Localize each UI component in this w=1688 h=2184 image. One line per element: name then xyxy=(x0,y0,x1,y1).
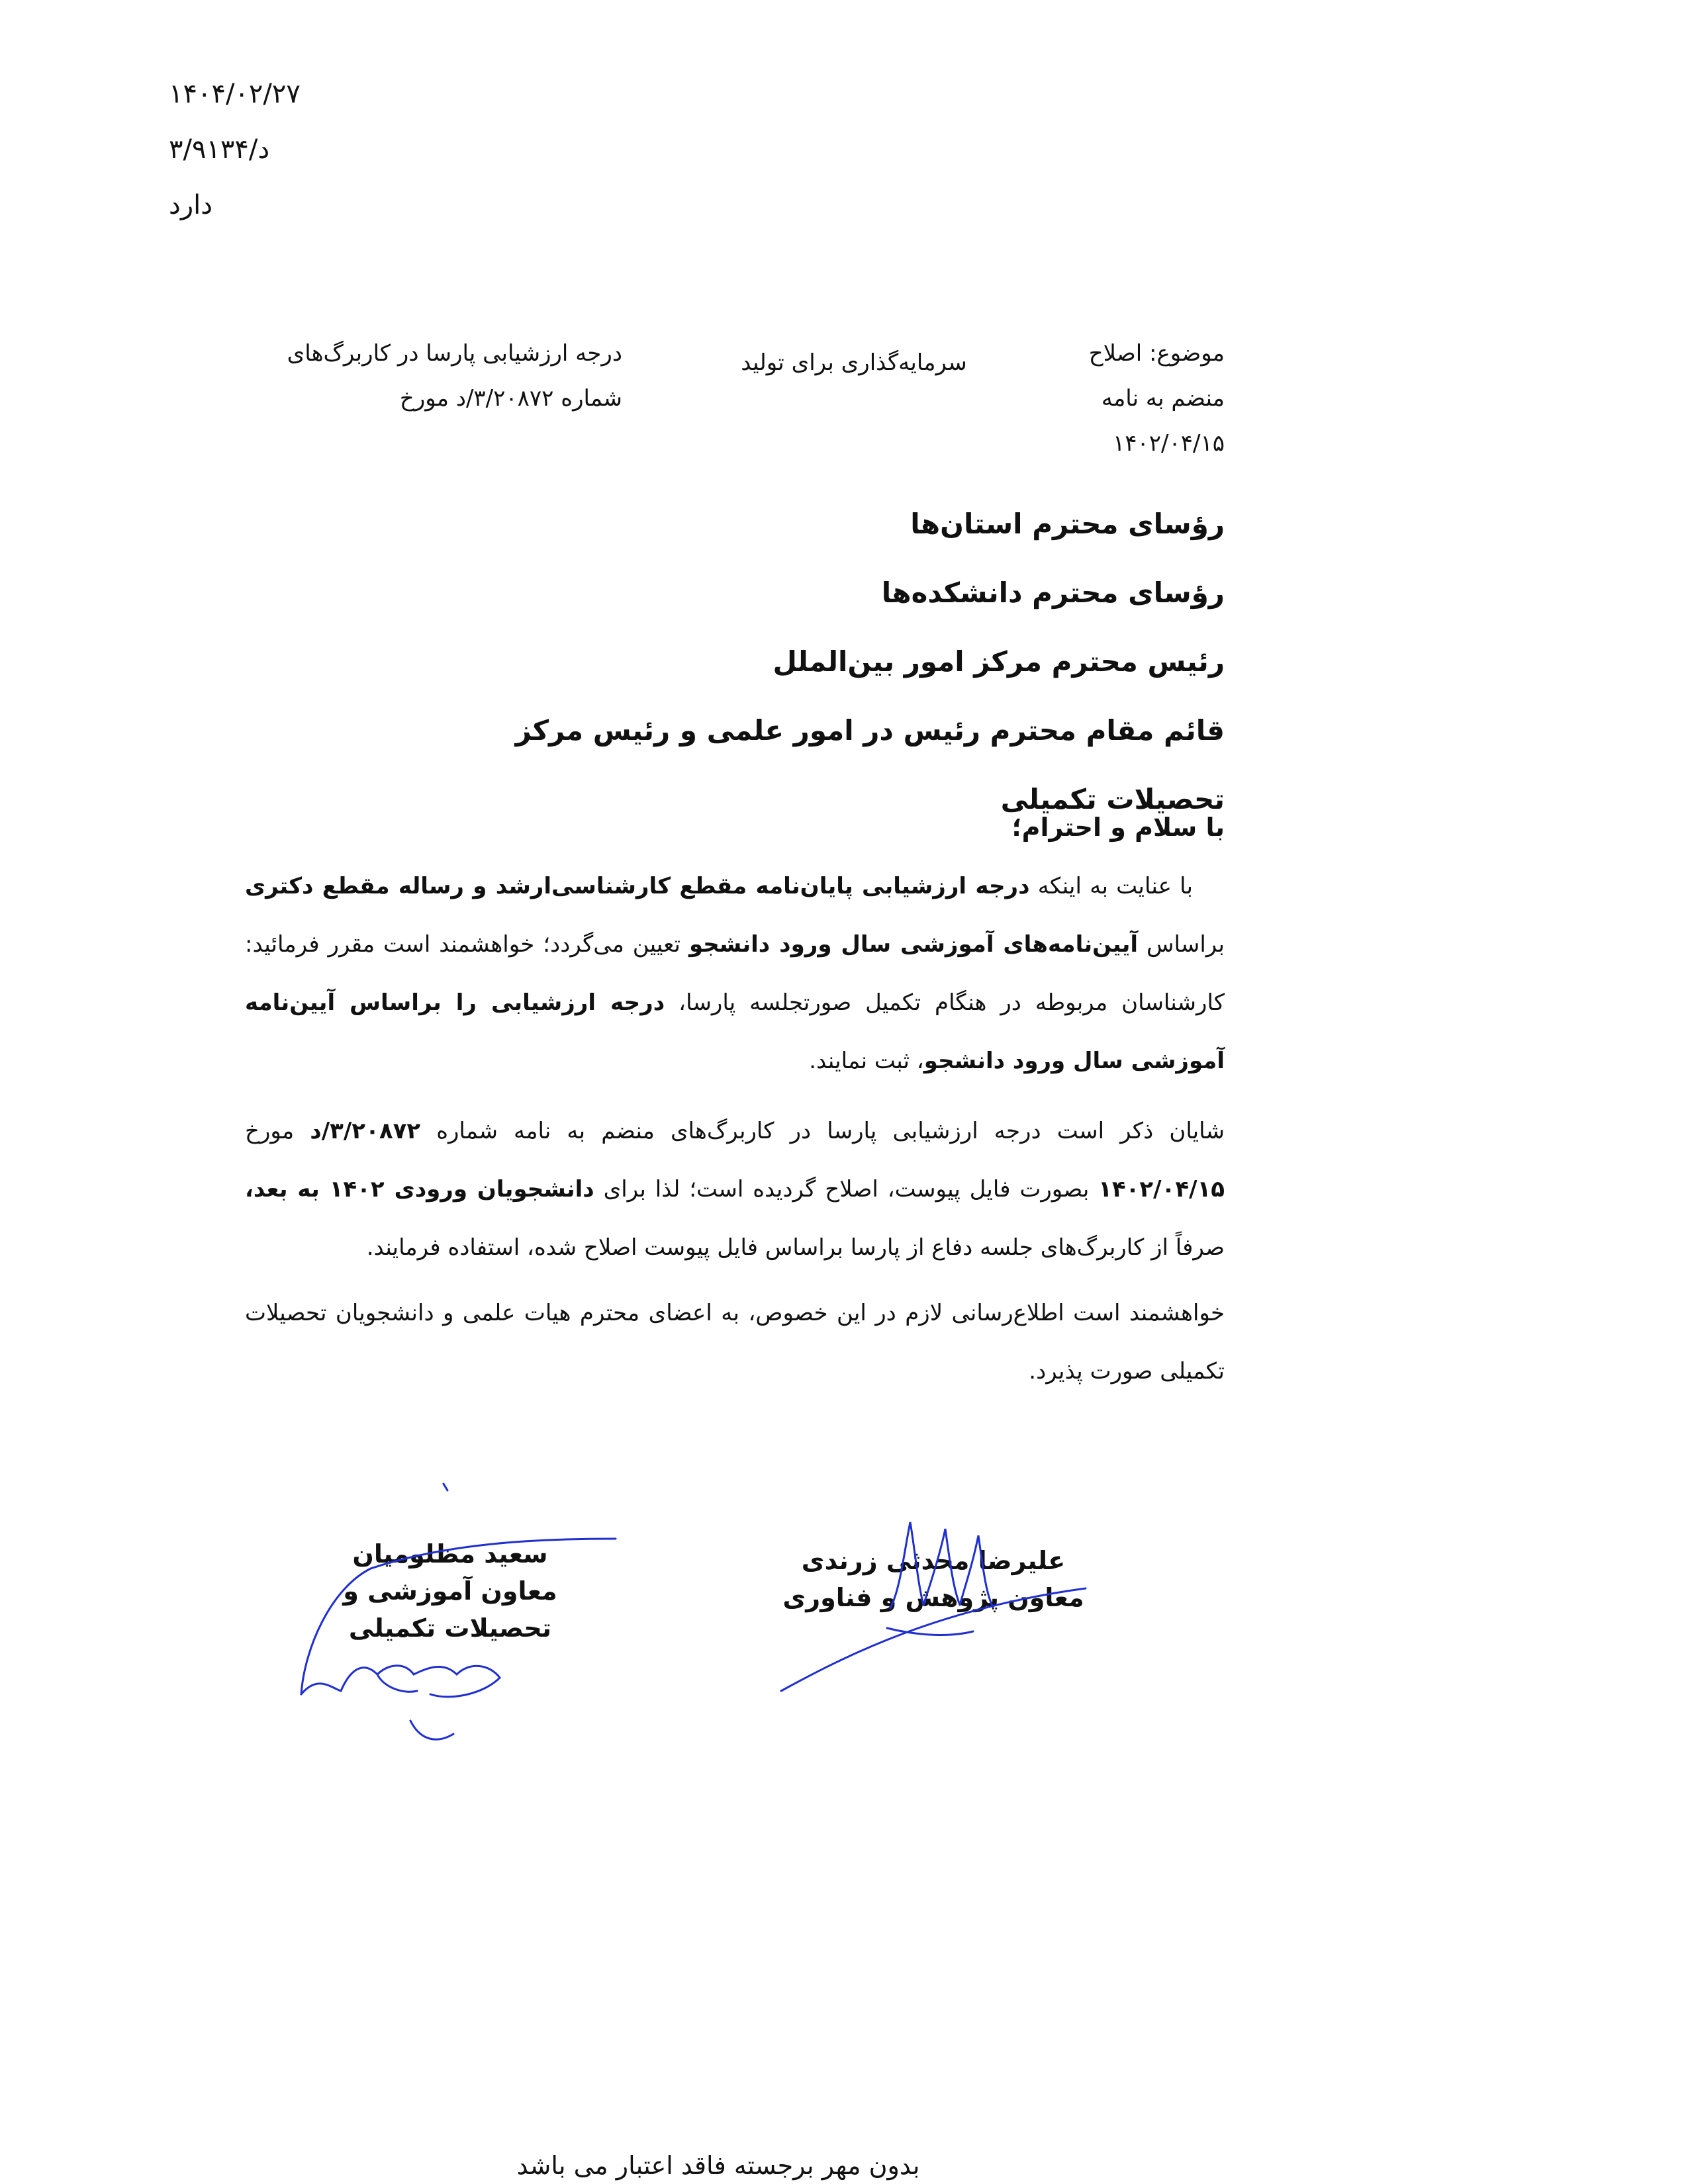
p1-text-2: براساس xyxy=(1138,931,1225,958)
p1-text-4: ، ثبت نمایند. xyxy=(809,1048,924,1074)
addressee-3: رئیس محترم مرکز امور بین‌الملل xyxy=(773,645,1225,678)
subject-line-1: موضوع: اصلاح xyxy=(1088,340,1225,367)
p2-bold-1: ۳/۲۰۸۷۲/د xyxy=(310,1118,421,1144)
signatory-left-name: سعید مظلومیان xyxy=(352,1539,548,1569)
subject-left xyxy=(265,331,622,421)
salutation: با سلام و احترام؛ xyxy=(1011,813,1225,842)
subject-right xyxy=(1026,331,1225,466)
p2-text-4: صرفاً از کاربرگ‌های جلسه دفاع از پارسا براساس فایل پیوست اصلاح شده، استفاده فرمایند. xyxy=(366,1234,1225,1261)
p1-bold-3: درجه ارزشیابی را براساس آیین‌نامه آموزشی سال ورود دانشجو xyxy=(245,989,1225,1074)
signatory-right-title: معاون پژوهش و فناوری xyxy=(782,1583,1084,1612)
p1-bold-2: آیین‌نامه‌های آموزشی سال ورود دانشجو xyxy=(688,931,1139,958)
signatory-left-title: معاون آموزشی و تحصیلات تکمیلی xyxy=(343,1576,557,1643)
signature-block-right xyxy=(781,1542,1086,1616)
paragraph-3: خواهشمند است اطلاع‌رسانی لازم در این خصوص، به اعضای محترم هیات علمی و دانشجویان تحصیلات تکمیلی صورت پذیرد. xyxy=(245,1300,1225,1385)
p2-text-2: مورخ xyxy=(245,1118,310,1144)
subject-left-line-1: درجه ارزشیابی پارسا در کاربرگ‌های xyxy=(287,340,622,367)
footer-note: بدون مهر برجسته فاقد اعتبار می باشد xyxy=(516,2151,920,2180)
addressee-2: رؤسای محترم دانشکده‌ها xyxy=(881,576,1225,609)
letter-number: د/۳/۹۱۳۴ xyxy=(169,134,270,165)
p1-text-1: با عنایت به اینکه xyxy=(1029,873,1193,899)
addressee-list xyxy=(430,490,1225,834)
addressee-4: قائم مقام محترم رئیس در امور علمی و رئیس مرکز تحصیلات تکمیلی xyxy=(515,714,1225,815)
p1-text-3: تعیین می‌گردد؛ خواهشمند است مقرر فرمائید: کارشناسان مربوطه در هنگام تکمیل صورتجلسه پارسا، xyxy=(245,931,1225,1016)
p1-bold-1: درجه ارزشیابی پایان‌نامه مقطع کارشناسی‌ارشد و رساله مقطع دکتری xyxy=(245,873,1030,899)
subject-slogan: سرمایه‌گذاری برای تولید xyxy=(741,349,967,376)
addressee-1: رؤسای محترم استان‌ها xyxy=(910,508,1225,540)
letter-date: ۱۴۰۴/۰۲/۲۷ xyxy=(169,79,301,109)
paragraph-2 xyxy=(245,1102,1225,1277)
signature-block-left xyxy=(305,1535,596,1647)
p2-text-1: شایان ذکر است درجه ارزشیابی پارسا در کاربرگ‌های منضم به نامه شماره xyxy=(420,1118,1225,1144)
subject-line-2: منضم به نامه xyxy=(1101,385,1225,412)
subject-line-3: ۱۴۰۲/۰۴/۱۵ xyxy=(1112,430,1225,457)
letter-attachment: دارد xyxy=(169,190,213,220)
p2-bold-2: ۱۴۰۲/۰۴/۱۵ xyxy=(1098,1176,1225,1203)
subject-left-line-2: شماره ۳/۲۰۸۷۲/د مورخ xyxy=(399,385,622,412)
p2-text-3: بصورت فایل پیوست، اصلاح گردیده است؛ لذا برای xyxy=(594,1176,1099,1203)
p2-bold-3: دانشجویان ورودی ۱۴۰۲ به بعد، xyxy=(245,1176,594,1203)
paragraph-1 xyxy=(245,857,1225,1090)
signatory-right-name: علیرضا محدثی زرندی xyxy=(801,1546,1066,1575)
